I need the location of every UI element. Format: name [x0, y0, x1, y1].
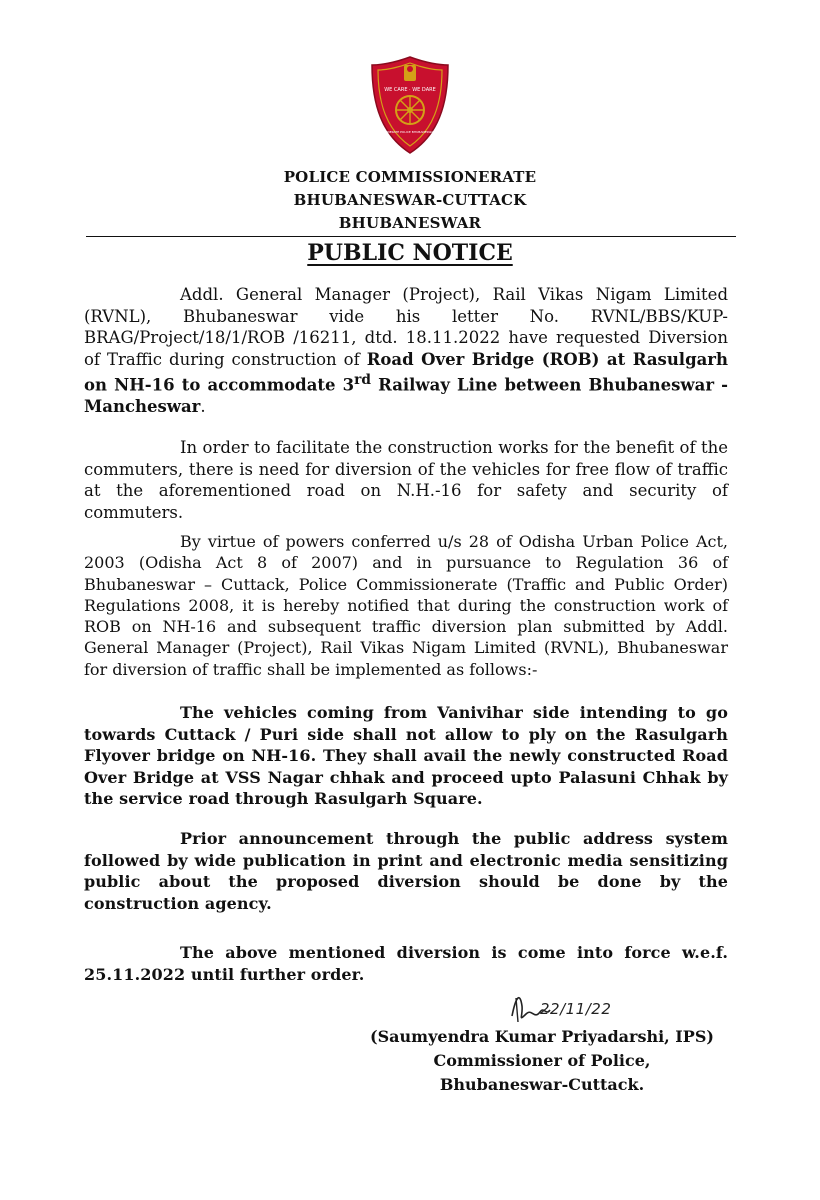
- paragraph-announcement: Prior announcement through the public address system followed by wide publication in print and electronic media sensitizing public about the proposed diversion should be done by the construction agency.: [84, 829, 728, 913]
- svg-text:WE CARE · WE DARE: WE CARE · WE DARE: [384, 87, 436, 93]
- header-divider: [86, 236, 736, 237]
- signer-name: (Saumyendra Kumar Priyadarshi, IPS): [370, 1027, 714, 1046]
- header-line-1: POLICE COMMISSIONERATE: [283, 168, 537, 186]
- header-line-3: BHUBANESWAR: [338, 214, 482, 232]
- paragraph-diversion: The vehicles coming from Vanivihar side intending to go towards Cuttack / Puri side shall not allow to ply on the Rasulgarh Flyover bridge on NH-16. They shall avail the newly constructed Road Over Bridge at VSS Nagar chhak and proceed upto Palasuni Chhak by the service road through Rasulgarh Square.: [84, 703, 728, 808]
- notice-title: [0, 240, 820, 266]
- paragraph-request: [84, 284, 728, 418]
- police-emblem-icon: [368, 55, 452, 155]
- para1-bold: Road Over Bridge (ROB) at Rasulgarh on NH-16 to accommodate 3: [84, 349, 728, 395]
- notice-title-text: PUBLIC NOTICE: [307, 240, 513, 266]
- para1-text: Addl. General Manager (Project), Rail Vikas Nigam Limited (RVNL), Bhubaneswar vide his letter No. RVNL/BBS/KUP-BRAG/Project/18/1/ROB /16211, dtd. 18.11.2022 have requested Diversion of Traffic during construction of: [84, 285, 728, 369]
- paragraph-authority: By virtue of powers conferred u/s 28 of Odisha Urban Police Act, 2003 (Odisha Act 8 of 2007) and in pursuance to Regulation 36 of Bhubaneswar – Cuttack, Police Commissionerate (Traffic and Public Order) Regulations 2008, it is hereby notified that during the construction work of ROB on NH-16 and subsequent traffic diversion plan submitted by Addl. General Manager (Project), Rail Vikas Nigam Limited (RVNL), Bhubaneswar for diversion of traffic shall be implemented as follows:-: [84, 532, 728, 679]
- paragraph-purpose: In order to facilitate the construction works for the benefit of the commuters, there is need for diversion of the vehicles for free flow of traffic at the aforementioned road on N.H.-16 for safety and security of commuters.: [84, 438, 728, 522]
- para1-end: .: [200, 397, 206, 416]
- signer-place: Bhubaneswar-Cuttack.: [439, 1075, 645, 1094]
- svg-text:COMMISSIONERATE POLICE BHUBANE: COMMISSIONERATE POLICE BHUBANESWAR CUTTACK: [369, 130, 451, 134]
- signer-designation: Commissioner of Police,: [433, 1051, 651, 1070]
- para1-bold-b: Railway Line between Bhubaneswar - Mancheswar: [84, 375, 728, 416]
- para1-sup: rd: [354, 372, 371, 388]
- signature-date: 22/11/22: [540, 1000, 612, 1018]
- paragraph-effective-date: The above mentioned diversion is come into force w.e.f. 25.11.2022 until further order.: [84, 943, 728, 984]
- header-line-2: BHUBANESWAR-CUTTACK: [293, 191, 527, 209]
